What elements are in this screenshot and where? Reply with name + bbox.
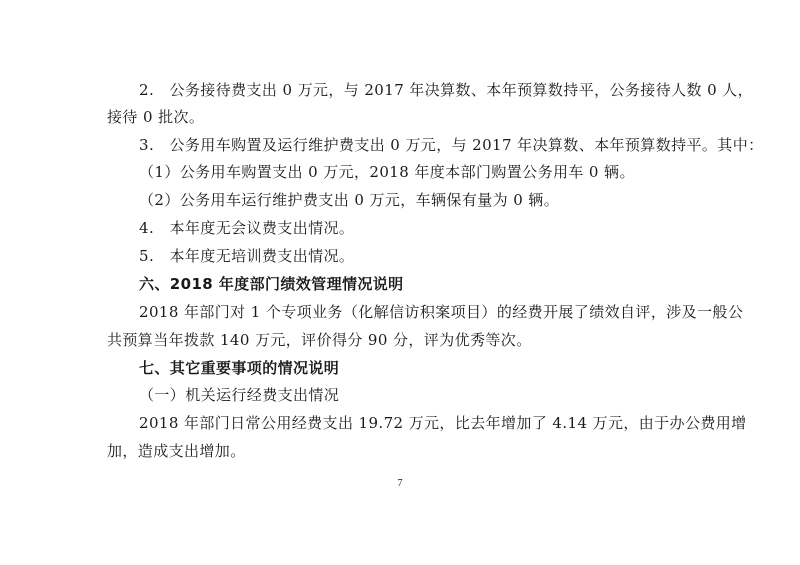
section-heading-other-matters: 七、其它重要事项的情况说明: [139, 359, 340, 377]
paragraph-vehicle-purchase: （1）公务用车购置支出 0 万元，2018 年度本部门购置公务用车 0 辆。: [139, 163, 635, 181]
paragraph-reception-expense-cont: 接待 0 批次。: [107, 108, 205, 126]
page-number: 7: [397, 478, 403, 489]
paragraph-operating-expense: 2018 年部门日常公用经费支出 19.72 万元，比去年增加了 4.14 万元，由于办公费用增: [139, 414, 747, 432]
paragraph-meeting-expense: 4. 本年度无会议费支出情况。: [139, 219, 355, 237]
paragraph-training-expense: 5. 本年度无培训费支出情况。: [139, 247, 355, 265]
paragraph-vehicle-maintenance: （2）公务用车运行维护费支出 0 万元，车辆保有量为 0 辆。: [139, 191, 560, 209]
paragraph-reception-expense: 2. 公务接待费支出 0 万元，与 2017 年决算数、本年预算数持平，公务接待人数 0 人，: [139, 81, 753, 99]
paragraph-performance-eval-cont: 共预算当年拨款 140 万元，评价得分 90 分，评为优秀等次。: [107, 331, 532, 349]
subsection-heading-operating-expense: （一）机关运行经费支出情况: [139, 386, 340, 404]
paragraph-vehicle-expense: 3. 公务用车购置及运行维护费支出 0 万元，与 2017 年决算数、本年预算数持平。其中：: [139, 136, 764, 154]
section-heading-performance: 六、2018 年度部门绩效管理情况说明: [139, 275, 404, 293]
paragraph-performance-eval: 2018 年部门对 1 个专项业务（化解信访积案项目）的经费开展了绩效自评，涉及一般公: [139, 303, 744, 321]
paragraph-operating-expense-cont: 加，造成支出增加。: [107, 442, 246, 460]
